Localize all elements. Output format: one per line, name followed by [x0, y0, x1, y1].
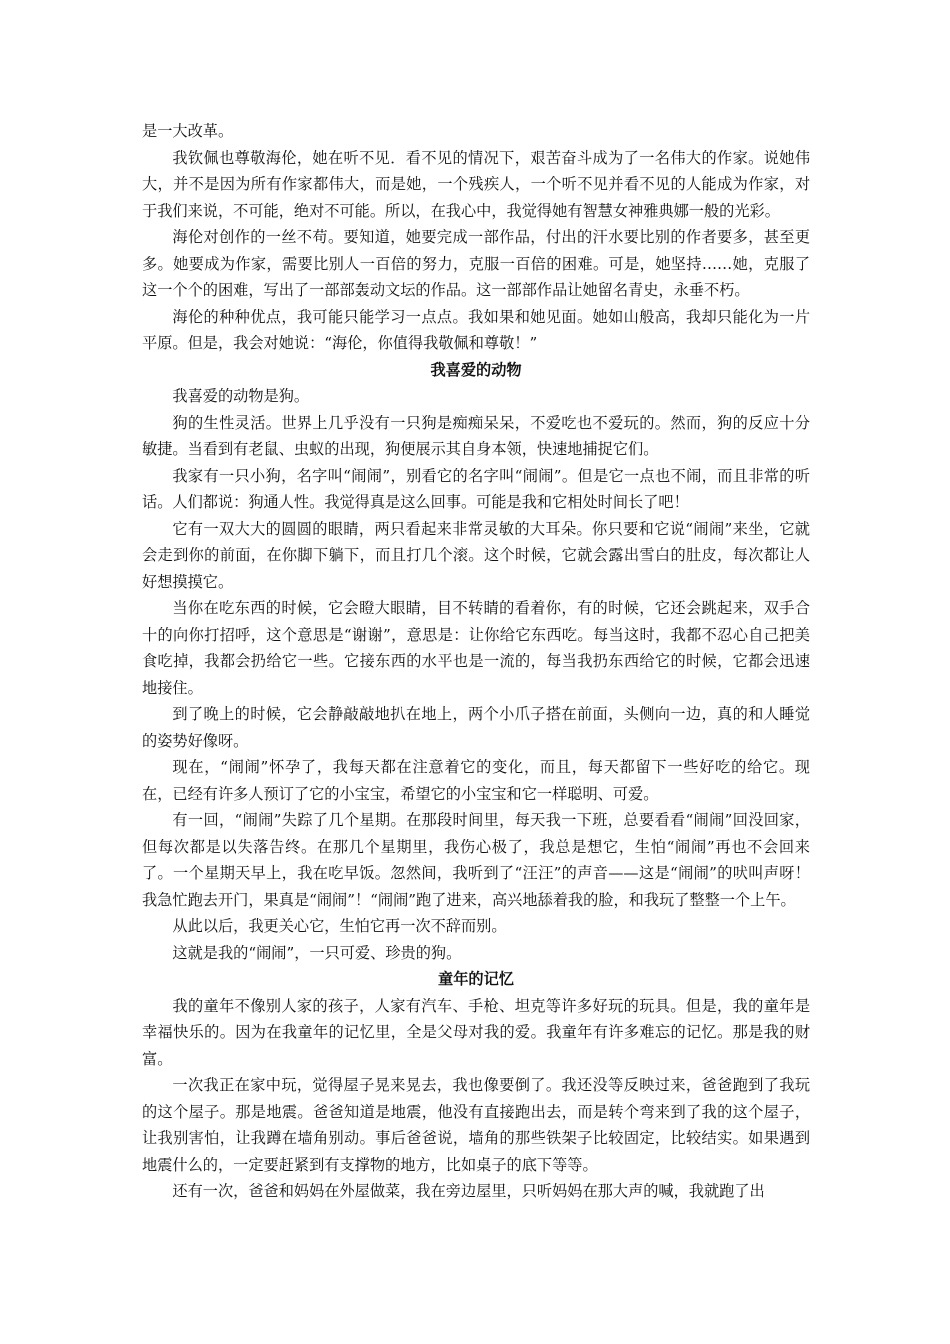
section-heading: 童年的记忆: [438, 970, 514, 988]
paragraph: 海伦的种种优点，我可能只能学习一点点。我如果和她见面。她如山般高，我却只能化为一片平原。但是，我会对她说：“海伦，你值得我敬佩和尊敬！”: [142, 307, 810, 352]
paragraph: 我喜爱的动物是狗。: [172, 387, 310, 405]
paragraph: 我家有一只小狗，名字叫“闹闹”，别看它的名字叫“闹闹”。但是它一点也不闹，而且非常的听话。人们都说：狗通人性。我觉得真是这么回事。可能是我和它相处时间长了吧！: [142, 466, 810, 511]
paragraph: 到了晚上的时候，它会静敲敲地扒在地上，两个小爪子搭在前面，头侧向一边，真的和人睡觉的姿势好像呀。: [142, 705, 810, 750]
paragraph: 一次我正在家中玩，觉得屋子晃来晃去，我也像要倒了。我还没等反映过来，爸爸跑到了我玩的这个屋子。那是地震。爸爸知道是地震，他没有直接跑出去，而是转个弯来到了我的这个屋子，让我别害怕，让我蹲在墙角别动。事后爸爸说，墙角的那些铁架子比较固定，比较结实。如果遇到地震什么的，一定要赶紧到有支撑物的地方，比如桌子的底下等等。: [142, 1076, 810, 1174]
paragraph: 现在，“闹闹”怀孕了，我每天都在注意着它的变化，而且，每天都留下一些好吃的给它。现在，已经有许多人预订了它的小宝宝，希望它的小宝宝和它一样聪明、可爱。: [142, 758, 810, 803]
paragraph: 海伦对创作的一丝不苟。要知道，她要完成一部作品，付出的汗水要比别的作者要多，甚至更多。她要成为作家，需要比别人一百倍的努力，克服一百倍的困难。可是，她坚持……她，克服了这一个个的困难，写出了一部部轰动文坛的作品。这一部部作品让她留名青史，永垂不朽。: [142, 228, 810, 299]
paragraph: 是一大改革。: [142, 122, 234, 140]
paragraph: 有一回，“闹闹”失踪了几个星期。在那段时间里，每天我一下班，总要看看“闹闹”回没回家，但每次都是以失落告终。在那几个星期里，我伤心极了，我总是想它，生怕“闹闹”再也不会回来了。一个星期天早上，我在吃早饭。忽然间，我听到了“汪汪”的声音——这是“闹闹”的吠叫声呀！我急忙跑去开门，果真是“闹闹”！“闹闹”跑了进来，高兴地舔着我的脸，和我玩了整整一个上午。: [142, 811, 810, 909]
section-heading: 我喜爱的动物: [430, 360, 522, 379]
paragraph: 我钦佩也尊敬海伦，她在听不见．看不见的情况下，艰苦奋斗成为了一名伟大的作家。说她伟大，并不是因为所有作家都伟大，而是她，一个残疾人，一个听不见并看不见的人能成为作家，对于我们来说，不可能，绝对不可能。所以，在我心中，我觉得她有智慧女神雅典娜一般的光彩。: [142, 148, 810, 220]
paragraph: 还有一次，爸爸和妈妈在外屋做菜，我在旁边屋里，只听妈妈在那大声的喊，我就跑了出: [172, 1182, 765, 1200]
paragraph: 狗的生性灵活。世界上几乎没有一只狗是痴痴呆呆，不爱吃也不爱玩的。然而，狗的反应十分敏捷。当看到有老鼠、虫蚁的出现，狗便展示其自身本领，快速地捕捉它们。: [142, 413, 810, 458]
paragraph: 从此以后，我更关心它，生怕它再一次不辞而别。: [172, 917, 507, 935]
paragraph: 我的童年不像别人家的孩子，人家有汽车、手枪、坦克等许多好玩的玩具。但是，我的童年是幸福快乐的。因为在我童年的记忆里，全是父母对我的爱。我童年有许多难忘的记忆。那是我的财富。: [142, 996, 810, 1068]
paragraph: 它有一双大大的圆圆的眼睛，两只看起来非常灵敏的大耳朵。你只要和它说“闹闹”来坐，它就会走到你的前面，在你脚下躺下，而且打几个滚。这个时候，它就会露出雪白的肚皮，每次都让人好想摸摸它。: [142, 519, 810, 591]
paragraph: 这就是我的“闹闹”，一只可爱、珍贵的狗。: [172, 943, 462, 962]
document-page: [142, 118, 810, 1205]
paragraph: 当你在吃东西的时候，它会瞪大眼睛，目不转睛的看着你，有的时候，它还会跳起来，双手合十的向你打招呼，这个意思是“谢谢”，意思是：让你给它东西吃。每当这时，我都不忍心自己把美食吃掉，我都会扔给它一些。它接东西的水平也是一流的，每当我扔东西给它的时候，它都会迅速地接住。: [142, 599, 810, 697]
